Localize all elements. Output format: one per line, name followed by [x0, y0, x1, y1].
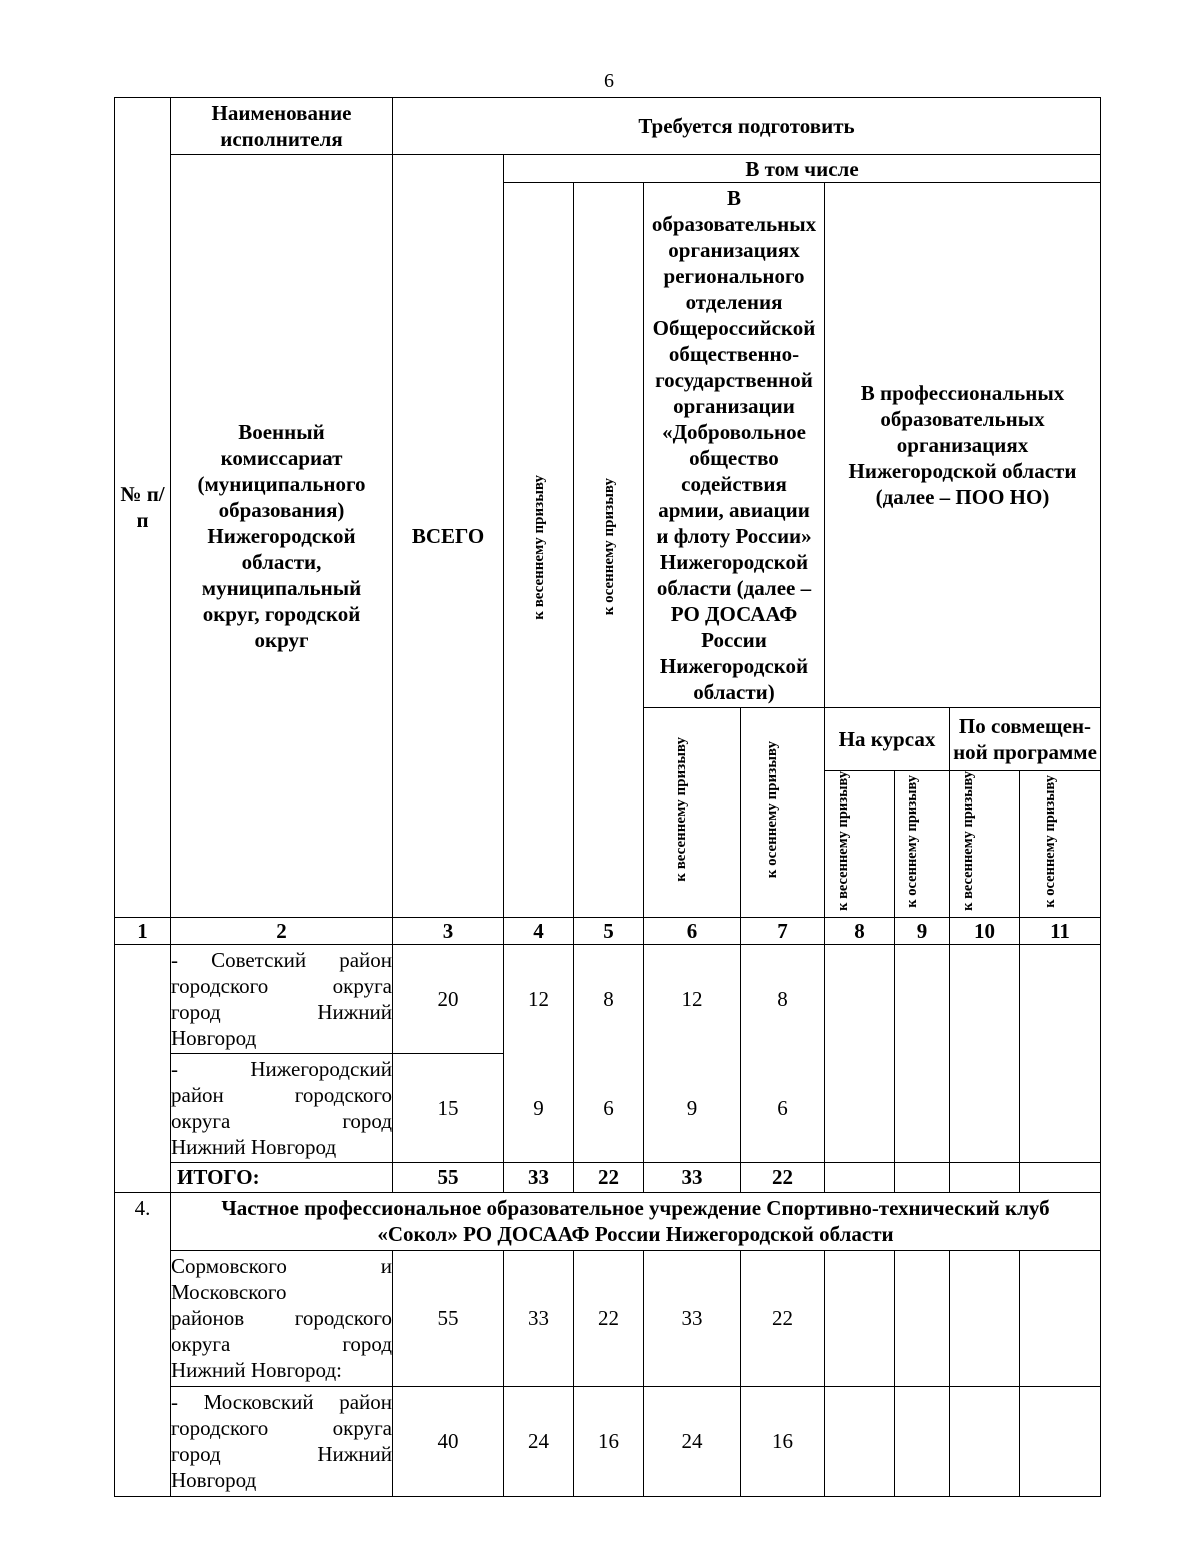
value-cell: 22: [574, 1250, 644, 1386]
value-cell: 20: [393, 944, 504, 1053]
total-value: 55: [393, 1162, 504, 1192]
col-number: 7: [741, 917, 825, 944]
value-cell: 15: [393, 1053, 504, 1162]
col-num-header: № п/п: [115, 98, 171, 918]
section-title: Частное профессиональное образовательное учреждение Спортивно-технический клуб «Сокол» РО ДОСААФ России Нижегородской области: [171, 1192, 1101, 1250]
value-cell: 9: [504, 1053, 574, 1162]
col-number: 10: [950, 917, 1020, 944]
value-cell: [950, 1386, 1020, 1496]
table-row: [115, 1386, 1101, 1496]
dosaaf-spring-header: к весеннему призыву: [644, 708, 741, 918]
table-row: [115, 1250, 1101, 1386]
value-cell: 6: [741, 1053, 825, 1162]
value-cell: 22: [741, 1250, 825, 1386]
page-number: 6: [604, 70, 614, 92]
courses-spring-header: к весеннему призыву: [825, 771, 895, 918]
value-cell: [825, 1386, 895, 1496]
column-numbers-row: [115, 917, 1101, 944]
value-cell: [895, 1250, 950, 1386]
value-cell: [895, 1386, 950, 1496]
value-cell: [825, 944, 895, 1053]
section-number: 4.: [115, 1192, 171, 1496]
value-cell: [950, 944, 1020, 1053]
combined-header: По совмещен-ной программе: [950, 708, 1101, 771]
col-number: 9: [895, 917, 950, 944]
table-row: [115, 1053, 1101, 1162]
col-number: 5: [574, 917, 644, 944]
col-number: 2: [171, 917, 393, 944]
required-header: Требуется подготовить: [393, 98, 1101, 155]
value-cell: 24: [644, 1386, 741, 1496]
total-label: ИТОГО:: [171, 1162, 393, 1192]
value-cell: [895, 944, 950, 1053]
total-value: 22: [574, 1162, 644, 1192]
total-value: 33: [504, 1162, 574, 1192]
total-value: 33: [644, 1162, 741, 1192]
value-cell: [950, 1250, 1020, 1386]
spring-header: к весеннему призыву: [504, 183, 574, 918]
value-cell: 40: [393, 1386, 504, 1496]
district-name: Сормовского и Московского районов городского округа город Нижний Новгород:: [171, 1250, 393, 1386]
value-cell: [1020, 1053, 1101, 1162]
combined-spring-header: к весеннему призыву: [950, 771, 1020, 918]
training-table: [114, 97, 1101, 1497]
value-cell: [1020, 944, 1101, 1053]
row-number-cell: [115, 944, 171, 1192]
total-value: [895, 1162, 950, 1192]
col-number: 6: [644, 917, 741, 944]
total-row: [115, 1162, 1101, 1192]
section-row: [115, 1192, 1101, 1250]
including-header: В том числе: [504, 155, 1101, 183]
value-cell: 16: [741, 1386, 825, 1496]
courses-header: На курсах: [825, 708, 950, 771]
value-cell: 12: [644, 944, 741, 1053]
district-name: - Нижегородский район городского округа город Нижний Новгород: [171, 1053, 393, 1162]
total-header: ВСЕГО: [393, 155, 504, 918]
value-cell: 16: [574, 1386, 644, 1496]
table-row: [115, 944, 1101, 1053]
military-header: Военный комиссариат (муниципального образования) Нижегородской области, муниципальный округ, городской округ: [171, 155, 393, 918]
value-cell: 12: [504, 944, 574, 1053]
value-cell: [950, 1053, 1020, 1162]
col-number: 1: [115, 917, 171, 944]
courses-autumn-header: к осеннему призыву: [895, 771, 950, 918]
dosaaf-header: В образовательных организациях регионального отделения Общероссийской общественно-государственной организации «Добровольное общество содействия армии, авиации и флоту России» Нижегородской области (далее – РО ДОСААФ России Нижегородской области): [644, 183, 825, 708]
value-cell: 6: [574, 1053, 644, 1162]
executor-header: Наименование исполнителя: [171, 98, 393, 155]
value-cell: 8: [741, 944, 825, 1053]
col-number: 3: [393, 917, 504, 944]
value-cell: [825, 1250, 895, 1386]
total-value: 22: [741, 1162, 825, 1192]
total-value: [825, 1162, 895, 1192]
dosaaf-autumn-header: к осеннему призыву: [741, 708, 825, 918]
combined-autumn-header: к осеннему призыву: [1020, 771, 1101, 918]
value-cell: [1020, 1386, 1101, 1496]
value-cell: [825, 1053, 895, 1162]
value-cell: 24: [504, 1386, 574, 1496]
poo-header: В профессиональных образовательных организациях Нижегородской области (далее – ПОО НО): [825, 183, 1101, 708]
autumn-header: к осеннему призыву: [574, 183, 644, 918]
col-number: 8: [825, 917, 895, 944]
district-name: - Советский район городского округа город Нижний Новгород: [171, 944, 393, 1053]
col-number: 11: [1020, 917, 1101, 944]
value-cell: 33: [644, 1250, 741, 1386]
col-number: 4: [504, 917, 574, 944]
district-name: - Московский район городского округа город Нижний Новгород: [171, 1386, 393, 1496]
value-cell: 33: [504, 1250, 574, 1386]
value-cell: 8: [574, 944, 644, 1053]
value-cell: [895, 1053, 950, 1162]
value-cell: 9: [644, 1053, 741, 1162]
total-value: [950, 1162, 1020, 1192]
total-value: [1020, 1162, 1101, 1192]
value-cell: 55: [393, 1250, 504, 1386]
value-cell: [1020, 1250, 1101, 1386]
